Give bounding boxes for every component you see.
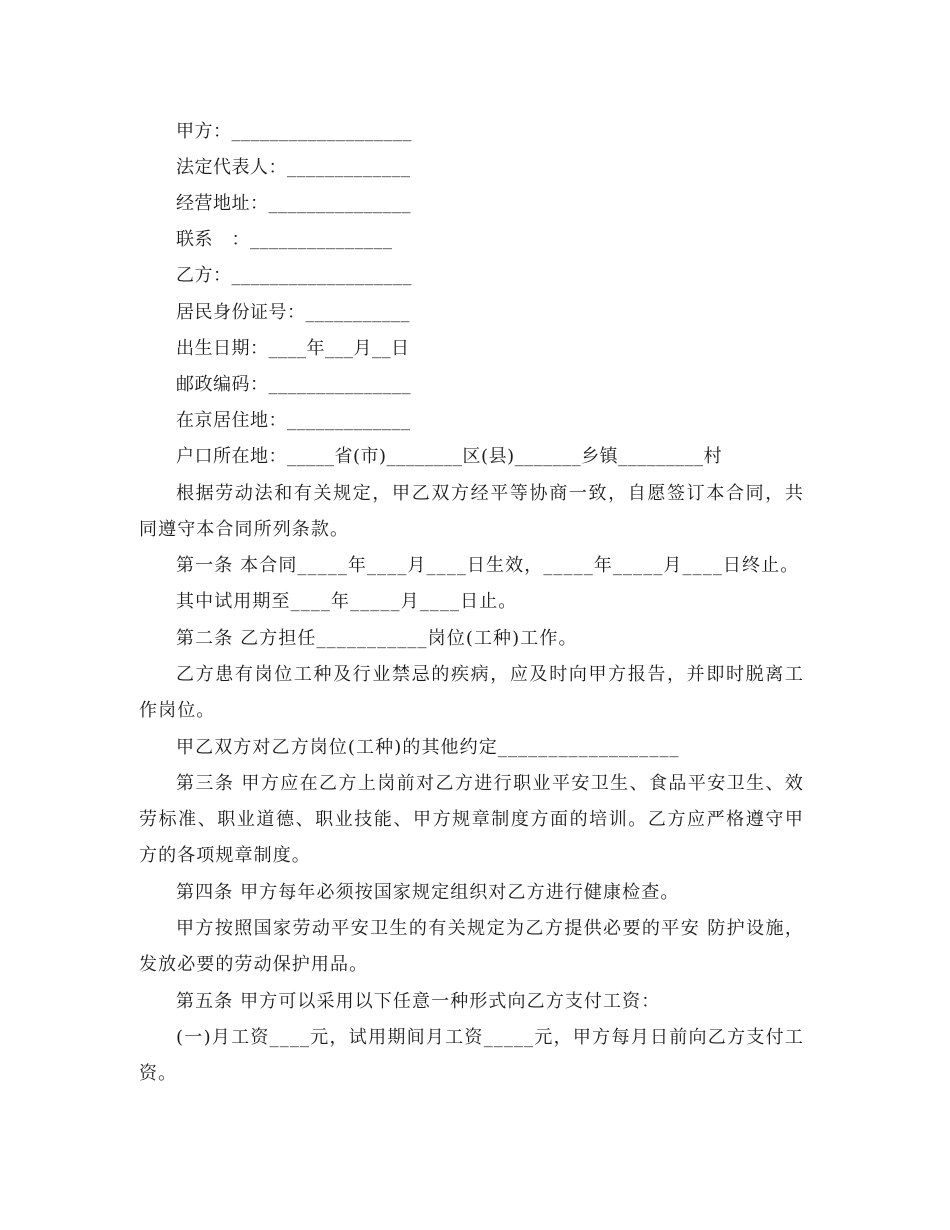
article-5-paragraph: 第五条 甲方可以采用以下任意一种形式向乙方支付工资： [176,991,661,1012]
article-1-paragraph: 第一条 本合同_____年____月____日生效，_____年_____月____日终止。 [176,555,800,576]
article-2-paragraph: 第二条 乙方担任___________岗位(工种)工作。 [176,628,578,649]
probation-paragraph: 其中试用期至____年_____月____日止。 [176,591,518,612]
article-3-paragraph: 第三条 甲方应在乙方上岗前对乙方进行职业平安卫生、食品平安卫生、效劳标准、职业道德、职业技能、甲方规章制度方面的培训。乙方应严格遵守甲方的各项规章制度。 [139,773,804,866]
id-number-field: 居民身份证号：___________ [176,302,410,323]
business-address-field: 经营地址：_______________ [176,193,411,214]
beijing-residence-field: 在京居住地：_____________ [176,410,411,431]
article-4-paragraph: 第四条 甲方每年必须按国家规定组织对乙方进行健康检查。 [176,882,680,903]
party-a-field: 甲方：___________________ [176,121,412,142]
legal-representative-field: 法定代表人：_____________ [176,157,411,178]
intro-paragraph: 根据劳动法和有关规定，甲乙双方经平等协商一致，自愿签订本合同，共同遵守本合同所列条款。 [139,483,804,540]
postal-code-field: 邮政编码：_______________ [176,374,411,395]
contact-field: 联系 ：_______________ [176,229,393,250]
household-registration-field: 户口所在地：_____省(市)________区(县)_______乡镇_________村 [176,446,723,467]
wage-option-1-paragraph: (一)月工资____元，试用期间月工资_____元，甲方每月日前向乙方支付工资。 [139,1027,804,1084]
birth-date-field: 出生日期：____年___月__日 [176,338,410,359]
party-b-field: 乙方：___________________ [176,265,412,286]
disease-paragraph: 乙方患有岗位工种及行业禁忌的疾病，应及时向甲方报告，并即时脱离工作岗位。 [139,664,804,721]
other-agreement-paragraph: 甲乙双方对乙方岗位(工种)的其他约定__________________ [176,737,680,758]
safety-paragraph: 甲方按照国家劳动平安卫生的有关规定为乙方提供必要的平安 防护设施，发放必要的劳动保护用品。 [139,918,804,975]
